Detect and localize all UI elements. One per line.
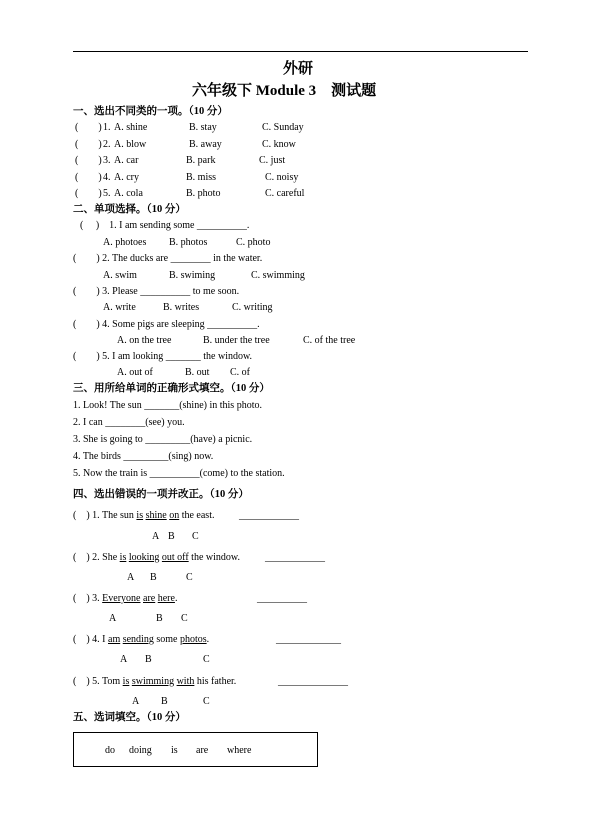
part-b: sending — [122, 634, 154, 645]
part-a: is — [119, 552, 127, 563]
section3-heading: 三、用所给单词的正确形式填空。（10 分） — [73, 383, 270, 394]
answer-paren: ( ) — [75, 172, 102, 183]
option-a: A. out of — [117, 367, 153, 378]
word-bank-item: are — [196, 745, 209, 756]
question-text: ( ) 1. I am sending some __________. — [80, 220, 250, 231]
question-text: ( ) 4. Some pigs are sleeping __________. — [73, 319, 260, 330]
fill-sentence: 4. The birds _________(sing) now. — [73, 451, 214, 462]
label-a: A — [132, 696, 140, 707]
item-number: 5. — [103, 188, 111, 199]
option-a: A. cola — [114, 188, 143, 199]
section1-heading: 一、选出不同类的一项。（10 分） — [73, 106, 228, 117]
item-number: 4. — [103, 172, 111, 183]
top-rule — [73, 51, 528, 52]
correction-blank: ____________ — [265, 552, 325, 563]
question-text: ( ) 5. I am looking _______ the window. — [73, 351, 253, 362]
word-bank-item: where — [227, 745, 252, 756]
error-sentence: ( ) 5. Tom is swimming with his father. — [73, 676, 237, 687]
option-c: C. Sunday — [262, 122, 304, 133]
part-a: is — [136, 510, 144, 521]
part-c: photos — [179, 634, 207, 645]
option-b: B. park — [186, 155, 216, 166]
fill-sentence: 5. Now the train is __________(come) to the station. — [73, 468, 285, 479]
option-c: C. careful — [265, 188, 305, 199]
correction-blank: _____________ — [276, 634, 341, 645]
option-c: C. noisy — [265, 172, 299, 183]
answer-paren: ( ) — [75, 155, 102, 166]
item-number: 1. — [103, 122, 111, 133]
answer-paren: ( ) — [75, 139, 102, 150]
part-c: out off — [161, 552, 189, 563]
option-b: B. away — [189, 139, 222, 150]
label-b: B — [156, 613, 163, 624]
option-b: B. photos — [169, 237, 208, 248]
part-a: is — [122, 676, 130, 687]
option-a: A. write — [103, 302, 136, 313]
label-b: B — [161, 696, 168, 707]
option-a: A. on the tree — [117, 335, 172, 346]
part-c: here — [157, 593, 175, 604]
label-a: A — [120, 654, 128, 665]
error-sentence: ( ) 2. She is looking out off the window. — [73, 552, 240, 563]
word-bank-box — [73, 732, 318, 767]
option-a: A. car — [114, 155, 139, 166]
option-b: B. photo — [186, 188, 221, 199]
option-c: C. just — [259, 155, 286, 166]
fill-sentence: 3. She is going to _________(have) a picnic. — [73, 434, 253, 445]
option-b: B. swiming — [169, 270, 216, 281]
section2-heading: 二、单项选择。（10 分） — [73, 204, 186, 215]
fill-sentence: 2. I can ________(see) you. — [73, 417, 185, 428]
option-c: C. swimming — [251, 270, 305, 281]
option-c: C. writing — [232, 302, 273, 313]
label-b: B — [150, 572, 157, 583]
correction-blank: __________ — [257, 593, 307, 604]
option-a: A. cry — [114, 172, 139, 183]
answer-paren: ( ) — [75, 122, 102, 133]
publisher: 外研 — [283, 61, 314, 77]
option-a: A. swim — [103, 270, 137, 281]
part-b: looking — [128, 552, 160, 563]
option-c: C. know — [262, 139, 296, 150]
part-b: shine — [145, 510, 167, 521]
option-c: C. of — [230, 367, 250, 378]
section4-heading: 四、选出错误的一项并改正。（10 分） — [73, 489, 249, 500]
correction-blank: ______________ — [278, 676, 348, 687]
label-c: C — [192, 531, 199, 542]
option-a: A. blow — [114, 139, 147, 150]
word-bank-item: do — [105, 745, 115, 756]
label-a: A — [127, 572, 135, 583]
label-c: C — [203, 654, 210, 665]
label-c: C — [186, 572, 193, 583]
section5-heading: 五、选词填空。（10 分） — [73, 712, 186, 723]
answer-paren: ( ) — [75, 188, 102, 199]
label-a: A — [109, 613, 117, 624]
option-b: B. out — [185, 367, 210, 378]
fill-sentence: 1. Look! The sun _______(shine) in this photo. — [73, 400, 262, 411]
part-a: am — [108, 634, 121, 645]
option-a: A. shine — [114, 122, 148, 133]
question-text: ( ) 3. Please __________ to me soon. — [73, 286, 240, 297]
label-c: C — [203, 696, 210, 707]
label-b: B — [145, 654, 152, 665]
word-bank-item: is — [171, 745, 178, 756]
part-c: on — [169, 510, 180, 521]
error-sentence: ( ) 1. The sun is shine on the east. — [73, 510, 215, 521]
question-text: ( ) 2. The ducks are ________ in the water. — [73, 253, 263, 264]
correction-blank: ____________ — [239, 510, 299, 521]
part-b: swimming — [131, 676, 175, 687]
option-b: B. stay — [189, 122, 217, 133]
item-number: 3. — [103, 155, 111, 166]
label-c: C — [181, 613, 188, 624]
option-b: B. under the tree — [203, 335, 270, 346]
item-number: 2. — [103, 139, 111, 150]
label-a: A — [152, 531, 160, 542]
error-sentence: ( ) 3. Everyone are here. — [73, 593, 178, 604]
part-c: with — [176, 676, 195, 687]
page-title: 六年级下 Module 3 测试题 — [192, 83, 377, 99]
option-c: C. photo — [236, 237, 271, 248]
part-b: are — [143, 593, 156, 604]
option-b: B. miss — [186, 172, 217, 183]
option-a: A. photoes — [103, 237, 147, 248]
label-b: B — [168, 531, 175, 542]
option-c: C. of the tree — [303, 335, 356, 346]
part-a: Everyone — [102, 593, 141, 604]
error-sentence: ( ) 4. I am sending some photos. — [73, 634, 210, 645]
word-bank-item: doing — [129, 745, 152, 756]
option-b: B. writes — [163, 302, 200, 313]
